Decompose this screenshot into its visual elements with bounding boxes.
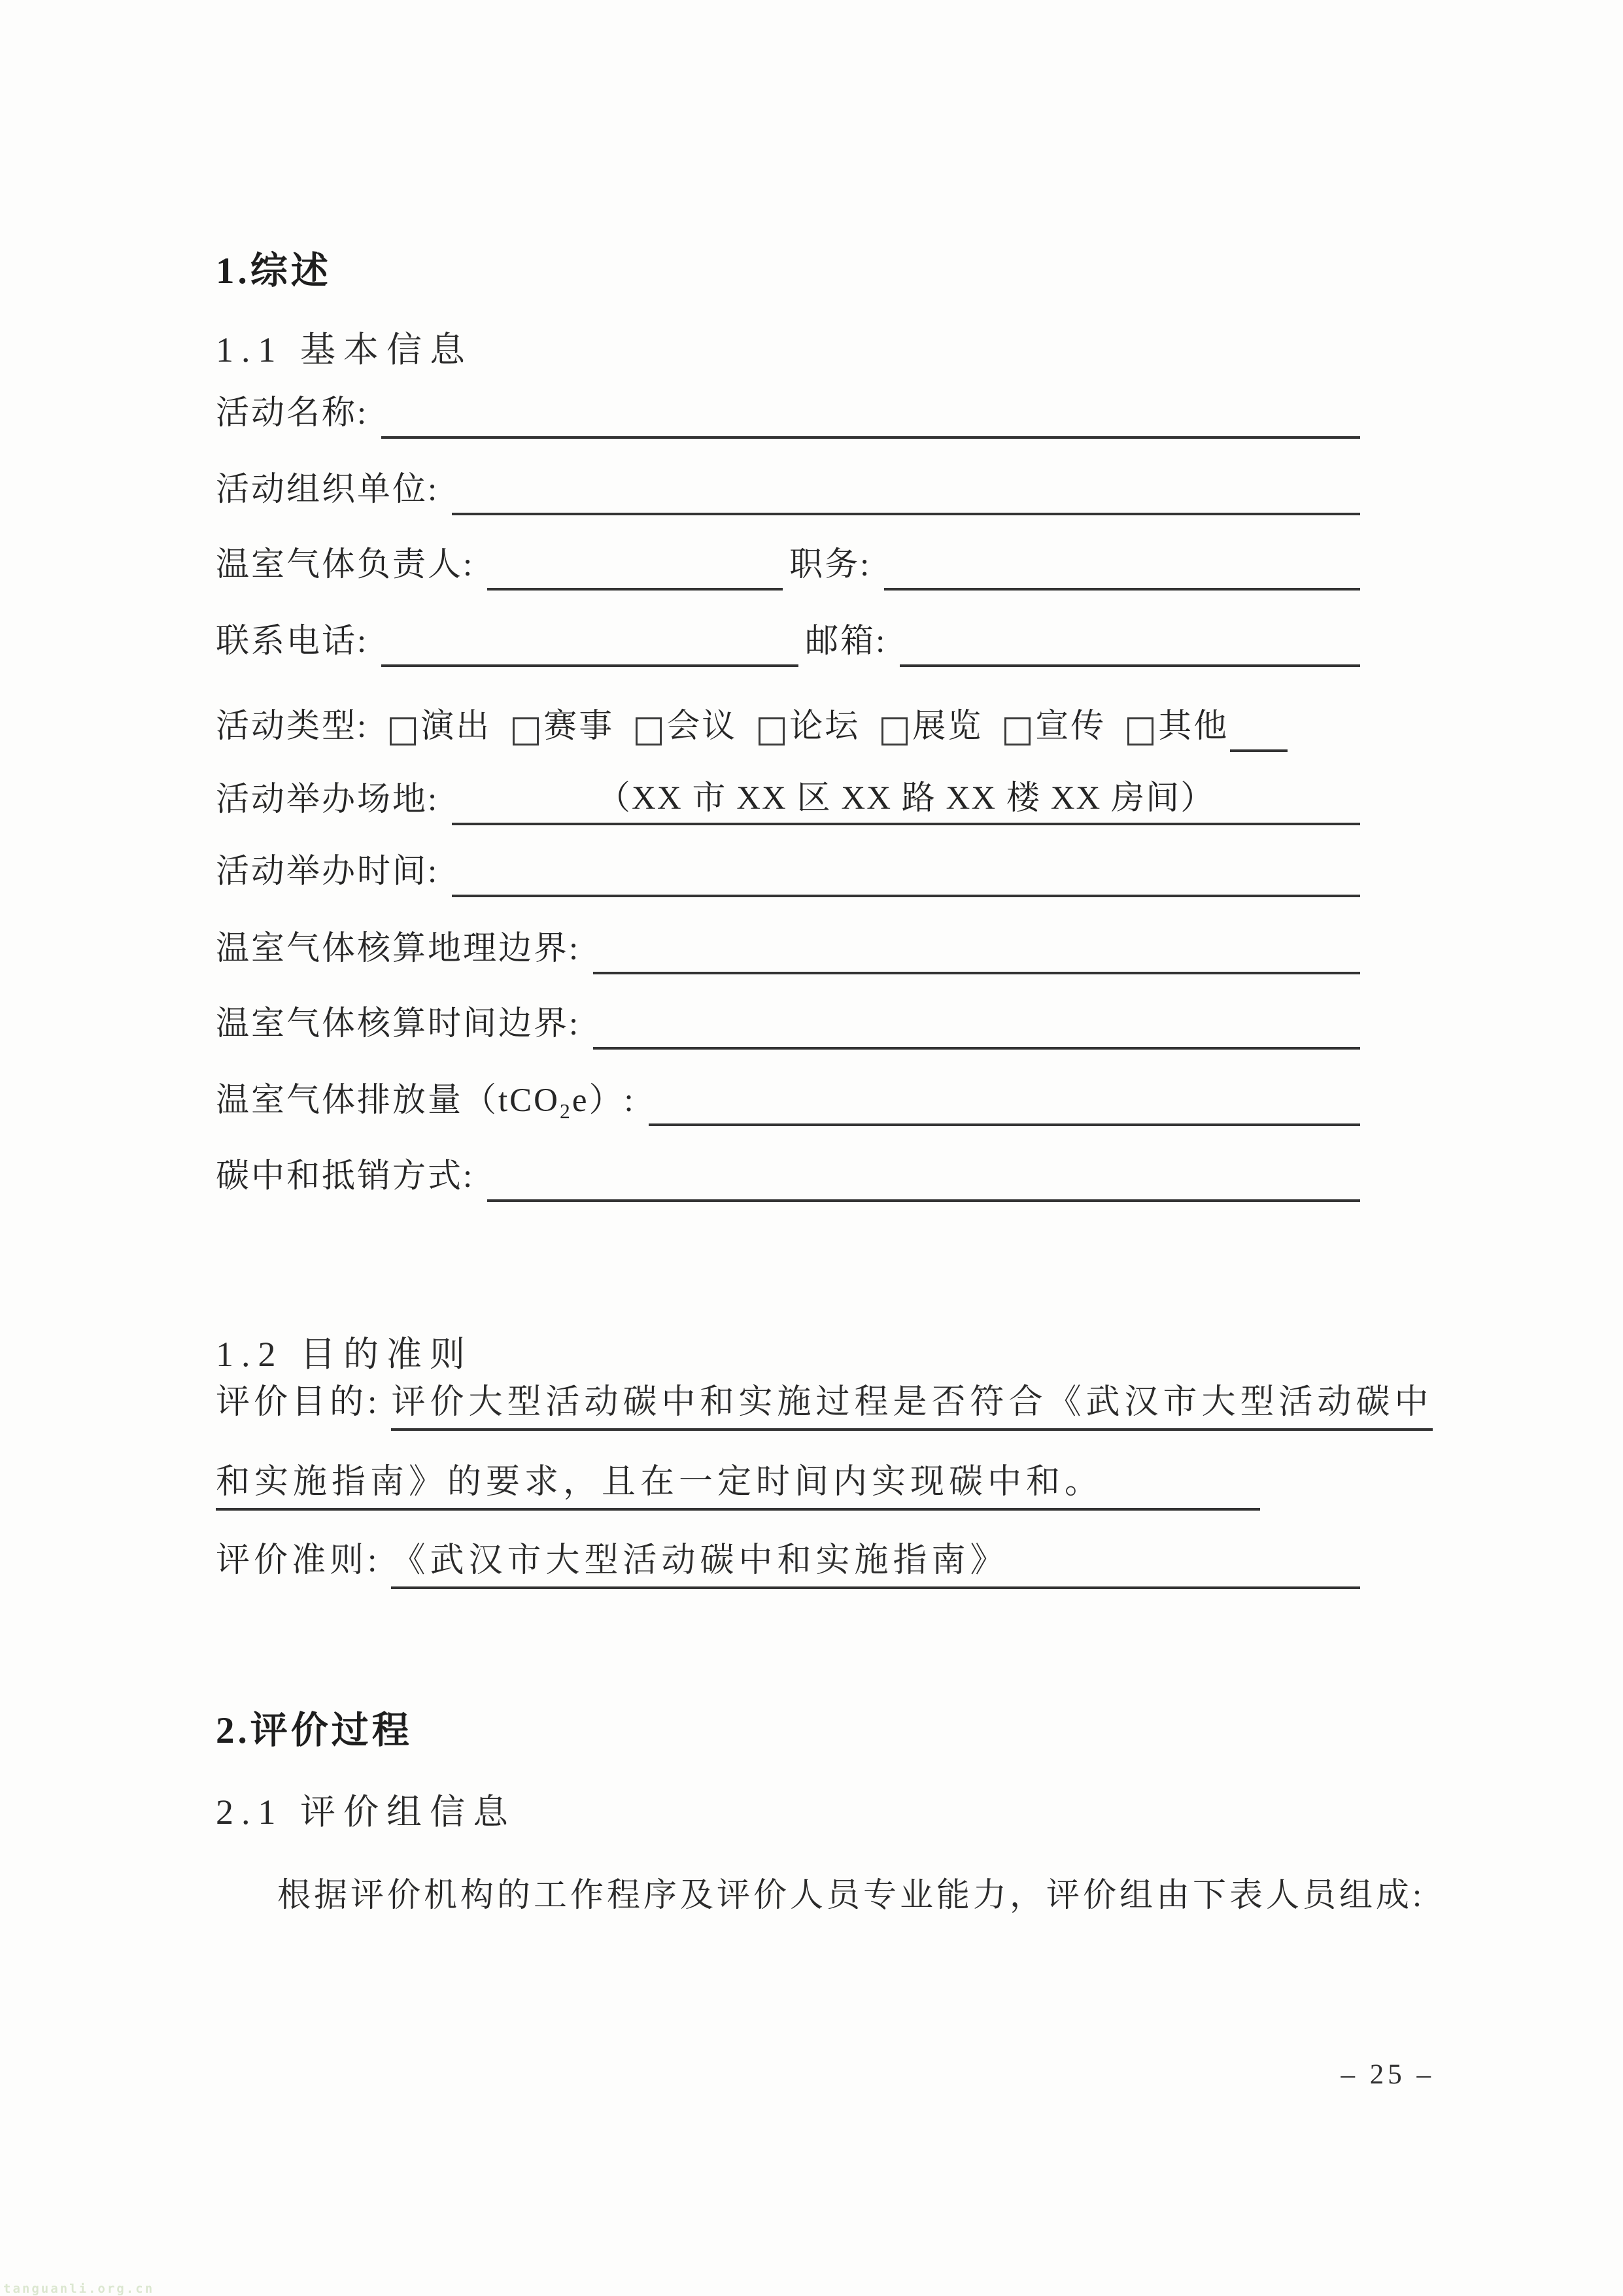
option-forum [759,698,860,752]
option-meeting [636,698,737,752]
option-exhibition [881,698,983,752]
checkbox-label: 展览 [912,708,983,745]
checkbox-label: 论坛 [789,708,861,745]
paragraph-objective-line2 [216,1458,1260,1511]
watermark: tanguanli.org.cn [3,2282,155,2296]
form-row-organizer [216,473,1360,515]
checkbox-label: 其他 [1158,708,1229,745]
field-label-geo-boundary: 温室气体核算地理边界: [216,931,581,967]
checkbox-icon[interactable] [759,717,785,745]
input-line-activity-name[interactable] [381,430,1360,439]
option-publicity [1004,698,1106,752]
checkbox-label: 演出 [420,708,492,745]
subsection-heading-purpose-criteria: 1.2 目的准则 [216,1335,473,1374]
criteria-text: 《武汉市大型活动碳中和实施指南》 [391,1532,1360,1589]
field-label-emission: 温室气体排放量（tCO$_2$e）: [216,1082,636,1123]
form-row-activity-name [216,397,1360,439]
input-line-venue[interactable] [452,780,1360,825]
input-line-position[interactable] [884,581,1360,591]
input-line-other-type[interactable] [1230,743,1288,752]
option-competition [513,698,614,752]
checkbox-icon[interactable] [1127,717,1153,745]
field-label-activity-name: 活动名称: [216,395,369,432]
subsection-heading-basic-info: 1.1 基本信息 [216,330,473,369]
section-heading-evaluation-process: 2.评价过程 [216,1710,413,1751]
input-line-ghg-person[interactable] [487,581,783,591]
page-number: – 25 – [1341,2059,1435,2090]
input-line-offset-method[interactable] [487,1193,1360,1202]
checkbox-label: 宣传 [1035,708,1106,745]
form-row-time-boundary [216,1008,1360,1050]
objective-text-line2: 和实施指南》的要求，且在一定时间内实现碳中和。 [216,1454,1260,1511]
objective-text-line1: 评价大型活动碳中和实施过程是否符合《武汉市大型活动碳中 [391,1374,1433,1431]
paragraph-objective-line1 [216,1379,1433,1431]
input-line-email[interactable] [900,658,1360,667]
form-row-activity-type [216,710,1360,752]
form-row-venue [216,780,1360,825]
field-label-venue: 活动举办场地: [216,781,439,818]
venue-placeholder-text: （XX 市 XX 区 XX 路 XX 楼 XX 房间） [597,780,1216,817]
field-label-email: 邮箱: [805,623,887,660]
field-label-activity-type: 活动类型: [216,708,369,745]
form-row-emission [216,1084,1360,1126]
option-performance [390,698,491,752]
paragraph-criteria [216,1537,1360,1589]
form-row-offset-method [216,1160,1360,1202]
input-line-geo-boundary[interactable] [593,965,1360,974]
field-label-criteria: 评价准则: [216,1542,381,1579]
field-label-phone: 联系电话: [216,623,369,660]
input-line-organizer[interactable] [452,506,1360,515]
input-line-phone[interactable] [381,658,798,667]
field-label-objective: 评价目的: [216,1384,381,1421]
input-line-emission[interactable] [649,1117,1360,1126]
form-row-contact [216,625,1360,667]
option-other [1127,698,1229,752]
checkbox-icon[interactable] [881,717,908,745]
field-label-organizer: 活动组织单位: [216,471,439,508]
field-label-offset-method: 碳中和抵销方式: [216,1158,475,1195]
field-label-ghg-person: 温室气体负责人: [216,547,475,583]
checkbox-icon[interactable] [1004,717,1031,745]
form-row-geo-boundary [216,933,1360,974]
checkbox-label: 会议 [666,708,738,745]
form-row-ghg-person [216,549,1360,591]
checkbox-icon[interactable] [513,717,539,745]
checkbox-icon[interactable] [390,717,416,745]
input-line-time-boundary[interactable] [593,1040,1360,1050]
checkbox-icon[interactable] [636,717,662,745]
field-label-event-time: 活动举办时间: [216,853,439,890]
subscript-2: 2 [560,1100,572,1123]
form-row-event-time [216,855,1360,897]
field-label-position: 职务: [789,547,872,583]
evaluation-team-intro: 根据评价机构的工作程序及评价人员专业能力，评价组由下表人员组成: [277,1877,1426,1914]
input-line-event-time[interactable] [452,888,1360,897]
subsection-heading-evaluation-team: 2.1 评价组信息 [216,1792,516,1832]
field-label-time-boundary: 温室气体核算时间边界: [216,1006,581,1042]
checkbox-label: 赛事 [543,708,615,745]
section-heading-overview: 1.综述 [216,250,332,292]
